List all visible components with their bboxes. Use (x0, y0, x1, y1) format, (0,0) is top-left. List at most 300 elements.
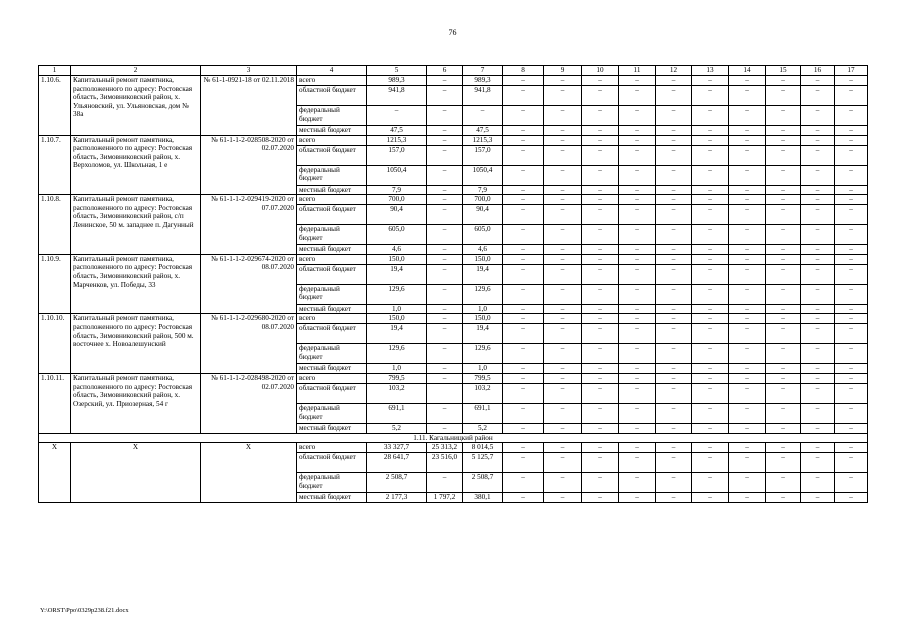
value-col-11: – (619, 423, 656, 433)
value-col-6: – (427, 314, 463, 324)
value-col-11: – (619, 126, 656, 136)
funding-source: всего (297, 254, 367, 264)
value-col-6: – (427, 364, 463, 374)
value-col-15: – (766, 314, 801, 324)
object-name: Х (71, 443, 201, 503)
value-col-12: – (656, 264, 692, 284)
value-col-6: – (427, 264, 463, 284)
value-col-5: 605,0 (367, 225, 427, 245)
value-col-9: – (544, 304, 582, 314)
header-col-3: 3 (201, 66, 297, 76)
value-col-5: 28 641,7 (367, 453, 427, 473)
value-col-9: – (544, 245, 582, 255)
value-col-11: – (619, 304, 656, 314)
value-col-16: – (801, 86, 835, 106)
value-col-11: – (619, 364, 656, 374)
value-col-11: – (619, 254, 656, 264)
document-ref: № 61-1-1-2-029680-2020 от 08.07.2020 (201, 314, 297, 374)
value-col-9: – (544, 165, 582, 185)
value-col-13: – (692, 225, 729, 245)
value-col-16: – (801, 225, 835, 245)
value-col-7: 47,5 (463, 126, 503, 136)
value-col-9: – (544, 453, 582, 473)
value-col-8: – (503, 493, 544, 503)
value-col-7: 5,2 (463, 423, 503, 433)
value-col-9: – (544, 403, 582, 423)
value-col-6: – (427, 195, 463, 205)
value-col-16: – (801, 185, 835, 195)
value-col-13: – (692, 245, 729, 255)
value-col-6: – (427, 254, 463, 264)
funding-source: местный бюджет (297, 423, 367, 433)
value-col-12: – (656, 324, 692, 344)
section-title: 1.11. Кагальницкий район (39, 433, 868, 443)
value-col-6: – (427, 126, 463, 136)
value-col-15: – (766, 373, 801, 383)
value-col-5: – (367, 106, 427, 126)
header-col-7: 7 (463, 66, 503, 76)
value-col-13: – (692, 324, 729, 344)
value-col-5: 90,4 (367, 205, 427, 225)
value-col-12: – (656, 225, 692, 245)
value-col-5: 941,8 (367, 86, 427, 106)
funding-source: областной бюджет (297, 86, 367, 106)
value-col-6: – (427, 205, 463, 225)
value-col-11: – (619, 165, 656, 185)
value-col-16: – (801, 135, 835, 145)
value-col-12: – (656, 145, 692, 165)
value-col-10: – (582, 304, 619, 314)
value-col-9: – (544, 106, 582, 126)
value-col-5: 2 177,3 (367, 493, 427, 503)
value-col-8: – (503, 443, 544, 453)
value-col-15: – (766, 86, 801, 106)
value-col-5: 150,0 (367, 254, 427, 264)
value-col-17: – (835, 145, 868, 165)
value-col-8: – (503, 314, 544, 324)
value-col-16: – (801, 145, 835, 165)
value-col-17: – (835, 185, 868, 195)
value-col-12: – (656, 205, 692, 225)
funding-source: областной бюджет (297, 324, 367, 344)
page-number: 76 (448, 28, 457, 37)
value-col-12: – (656, 304, 692, 314)
value-col-7: 8 014,5 (463, 443, 503, 453)
value-col-14: – (729, 423, 766, 433)
value-col-7: 941,8 (463, 86, 503, 106)
document-ref: № 61-1-1-2-029674-2020 от 08.07.2020 (201, 254, 297, 314)
funding-source: всего (297, 373, 367, 383)
value-col-17: – (835, 403, 868, 423)
value-col-10: – (582, 126, 619, 136)
value-col-15: – (766, 205, 801, 225)
header-col-17: 17 (835, 66, 868, 76)
value-col-7: 989,3 (463, 76, 503, 86)
value-col-10: – (582, 106, 619, 126)
funding-source: местный бюджет (297, 364, 367, 374)
value-col-15: – (766, 165, 801, 185)
document-ref: № 61-1-1-2-029419-2020 от 07.07.2020 (201, 195, 297, 255)
section-row (39, 433, 868, 443)
value-col-17: – (835, 373, 868, 383)
value-col-16: – (801, 205, 835, 225)
value-col-11: – (619, 225, 656, 245)
value-col-11: – (619, 314, 656, 324)
value-col-15: – (766, 106, 801, 126)
header-col-14: 14 (729, 66, 766, 76)
value-col-12: – (656, 165, 692, 185)
value-col-7: 4,6 (463, 245, 503, 255)
document-ref: Х (201, 443, 297, 503)
value-col-8: – (503, 126, 544, 136)
value-col-10: – (582, 284, 619, 304)
table-row (39, 135, 868, 145)
value-col-14: – (729, 145, 766, 165)
value-col-16: – (801, 473, 835, 493)
value-col-11: – (619, 284, 656, 304)
value-col-7: 129,6 (463, 344, 503, 364)
value-col-8: – (503, 106, 544, 126)
value-col-10: – (582, 344, 619, 364)
value-col-16: – (801, 126, 835, 136)
value-col-12: – (656, 284, 692, 304)
value-col-12: – (656, 254, 692, 264)
value-col-10: – (582, 264, 619, 284)
value-col-8: – (503, 165, 544, 185)
value-col-9: – (544, 373, 582, 383)
value-col-8: – (503, 324, 544, 344)
value-col-9: – (544, 135, 582, 145)
value-col-16: – (801, 76, 835, 86)
value-col-8: – (503, 304, 544, 314)
value-col-15: – (766, 304, 801, 314)
value-col-9: – (544, 205, 582, 225)
value-col-16: – (801, 364, 835, 374)
value-col-12: – (656, 126, 692, 136)
value-col-10: – (582, 205, 619, 225)
value-col-5: 7,9 (367, 185, 427, 195)
value-col-7: 19,4 (463, 324, 503, 344)
value-col-14: – (729, 443, 766, 453)
value-col-10: – (582, 423, 619, 433)
funding-source: местный бюджет (297, 185, 367, 195)
object-name: Капитальный ремонт памятника, расположенного по адресу: Ростовская область, Зимовниковский район, х. Верхоломов, ул. Школьная, 1 е (71, 135, 201, 195)
value-col-9: – (544, 86, 582, 106)
value-col-11: – (619, 106, 656, 126)
funding-source: всего (297, 314, 367, 324)
row-number: 1.10.6. (39, 76, 71, 136)
value-col-8: – (503, 86, 544, 106)
value-col-13: – (692, 314, 729, 324)
value-col-14: – (729, 254, 766, 264)
value-col-5: 129,6 (367, 284, 427, 304)
value-col-9: – (544, 225, 582, 245)
value-col-11: – (619, 76, 656, 86)
value-col-17: – (835, 344, 868, 364)
value-col-9: – (544, 185, 582, 195)
value-col-14: – (729, 403, 766, 423)
value-col-7: – (463, 106, 503, 126)
value-col-6: – (427, 225, 463, 245)
value-col-9: – (544, 324, 582, 344)
value-col-6: – (427, 145, 463, 165)
document-ref: № 61-1-1-2-028498-2020 от 02.07.2020 (201, 373, 297, 433)
header-row (39, 66, 868, 76)
value-col-14: – (729, 493, 766, 503)
value-col-9: – (544, 195, 582, 205)
funding-source: областной бюджет (297, 205, 367, 225)
value-col-5: 103,2 (367, 383, 427, 403)
value-col-16: – (801, 324, 835, 344)
value-col-17: – (835, 135, 868, 145)
value-col-7: 129,6 (463, 284, 503, 304)
value-col-10: – (582, 373, 619, 383)
object-name: Капитальный ремонт памятника, расположенного по адресу: Ростовская область, Зимовниковский район, х. Марченков, ул. Победы, 33 (71, 254, 201, 314)
value-col-17: – (835, 383, 868, 403)
value-col-13: – (692, 383, 729, 403)
value-col-5: 989,3 (367, 76, 427, 86)
value-col-17: – (835, 423, 868, 433)
value-col-14: – (729, 373, 766, 383)
value-col-8: – (503, 225, 544, 245)
value-col-17: – (835, 364, 868, 374)
value-col-10: – (582, 453, 619, 473)
value-col-7: 380,1 (463, 493, 503, 503)
funding-source: федеральный бюджет (297, 473, 367, 493)
funding-source: федеральный бюджет (297, 165, 367, 185)
value-col-8: – (503, 185, 544, 195)
value-col-5: 129,6 (367, 344, 427, 364)
funding-source: всего (297, 195, 367, 205)
value-col-14: – (729, 304, 766, 314)
value-col-8: – (503, 205, 544, 225)
value-col-12: – (656, 383, 692, 403)
value-col-11: – (619, 135, 656, 145)
value-col-13: – (692, 264, 729, 284)
value-col-13: – (692, 106, 729, 126)
header-col-15: 15 (766, 66, 801, 76)
value-col-16: – (801, 254, 835, 264)
value-col-17: – (835, 126, 868, 136)
table-row (39, 254, 868, 264)
value-col-17: – (835, 76, 868, 86)
value-col-7: 150,0 (463, 254, 503, 264)
funding-source: местный бюджет (297, 304, 367, 314)
value-col-7: 157,0 (463, 145, 503, 165)
header-col-1: 1 (39, 66, 71, 76)
value-col-5: 799,5 (367, 373, 427, 383)
value-col-10: – (582, 254, 619, 264)
value-col-8: – (503, 473, 544, 493)
value-col-15: – (766, 135, 801, 145)
funding-source: федеральный бюджет (297, 284, 367, 304)
value-col-6: – (427, 76, 463, 86)
value-col-5: 1,0 (367, 364, 427, 374)
value-col-7: 7,9 (463, 185, 503, 195)
value-col-9: – (544, 473, 582, 493)
value-col-8: – (503, 453, 544, 473)
value-col-9: – (544, 344, 582, 364)
header-col-13: 13 (692, 66, 729, 76)
value-col-9: – (544, 126, 582, 136)
funding-source: местный бюджет (297, 245, 367, 255)
value-col-7: 90,4 (463, 205, 503, 225)
funding-source: областной бюджет (297, 453, 367, 473)
value-col-7: 1,0 (463, 364, 503, 374)
value-col-8: – (503, 76, 544, 86)
value-col-15: – (766, 403, 801, 423)
value-col-15: – (766, 284, 801, 304)
value-col-8: – (503, 254, 544, 264)
value-col-5: 4,6 (367, 245, 427, 255)
value-col-14: – (729, 284, 766, 304)
value-col-11: – (619, 264, 656, 284)
value-col-15: – (766, 254, 801, 264)
value-col-16: – (801, 344, 835, 364)
value-col-13: – (692, 86, 729, 106)
value-col-14: – (729, 135, 766, 145)
funding-source: всего (297, 443, 367, 453)
value-col-12: – (656, 195, 692, 205)
value-col-11: – (619, 324, 656, 344)
value-col-12: – (656, 373, 692, 383)
value-col-13: – (692, 473, 729, 493)
value-col-15: – (766, 344, 801, 364)
value-col-14: – (729, 86, 766, 106)
value-col-14: – (729, 344, 766, 364)
value-col-10: – (582, 383, 619, 403)
value-col-8: – (503, 264, 544, 284)
value-col-10: – (582, 86, 619, 106)
value-col-12: – (656, 86, 692, 106)
value-col-17: – (835, 304, 868, 314)
value-col-5: 150,0 (367, 314, 427, 324)
value-col-6: – (427, 106, 463, 126)
object-name: Капитальный ремонт памятника, расположенного по адресу: Ростовская область, Зимовниковский район, х. Озерский, ул. Приозерная, 54 г (71, 373, 201, 433)
value-col-13: – (692, 344, 729, 364)
value-col-17: – (835, 86, 868, 106)
header-col-11: 11 (619, 66, 656, 76)
value-col-14: – (729, 324, 766, 344)
value-col-11: – (619, 473, 656, 493)
value-col-6: – (427, 304, 463, 314)
value-col-7: 103,2 (463, 383, 503, 403)
header-col-4: 4 (297, 66, 367, 76)
value-col-7: 2 508,7 (463, 473, 503, 493)
value-col-17: – (835, 284, 868, 304)
value-col-15: – (766, 264, 801, 284)
value-col-5: 1050,4 (367, 165, 427, 185)
value-col-6: – (427, 165, 463, 185)
funding-source: федеральный бюджет (297, 344, 367, 364)
value-col-14: – (729, 453, 766, 473)
value-col-9: – (544, 423, 582, 433)
value-col-14: – (729, 185, 766, 195)
value-col-15: – (766, 245, 801, 255)
value-col-6: – (427, 245, 463, 255)
funding-source: федеральный бюджет (297, 403, 367, 423)
footer-path: Y:\ORST\Ppo\0329p238.f21.docx (40, 607, 129, 614)
value-col-11: – (619, 403, 656, 423)
value-col-11: – (619, 195, 656, 205)
value-col-17: – (835, 254, 868, 264)
value-col-6: – (427, 403, 463, 423)
funding-source: областной бюджет (297, 264, 367, 284)
value-col-5: 1215,3 (367, 135, 427, 145)
value-col-8: – (503, 145, 544, 165)
value-col-16: – (801, 245, 835, 255)
value-col-13: – (692, 145, 729, 165)
value-col-16: – (801, 403, 835, 423)
value-col-5: 1,0 (367, 304, 427, 314)
value-col-15: – (766, 423, 801, 433)
value-col-7: 1,0 (463, 304, 503, 314)
row-number: Х (39, 443, 71, 503)
value-col-11: – (619, 344, 656, 364)
table-row (39, 314, 868, 324)
row-number: 1.10.11. (39, 373, 71, 433)
value-col-15: – (766, 126, 801, 136)
value-col-14: – (729, 106, 766, 126)
value-col-10: – (582, 443, 619, 453)
value-col-8: – (503, 423, 544, 433)
value-col-12: – (656, 364, 692, 374)
value-col-13: – (692, 453, 729, 473)
row-number: 1.10.8. (39, 195, 71, 255)
value-col-12: – (656, 473, 692, 493)
value-col-8: – (503, 403, 544, 423)
value-col-14: – (729, 383, 766, 403)
value-col-13: – (692, 205, 729, 225)
value-col-6: – (427, 344, 463, 364)
object-name: Капитальный ремонт памятника, расположенного по адресу: Ростовская область, Зимовниковский район, х. Ульяновский, ул. Ульяновская, дом № 38а (71, 76, 201, 136)
value-col-13: – (692, 373, 729, 383)
value-col-16: – (801, 314, 835, 324)
value-col-16: – (801, 443, 835, 453)
value-col-5: 19,4 (367, 324, 427, 344)
value-col-10: – (582, 314, 619, 324)
value-col-6: 23 516,0 (427, 453, 463, 473)
value-col-7: 19,4 (463, 264, 503, 284)
funding-source: всего (297, 135, 367, 145)
value-col-14: – (729, 126, 766, 136)
value-col-9: – (544, 76, 582, 86)
value-col-9: – (544, 264, 582, 284)
value-col-13: – (692, 284, 729, 304)
value-col-14: – (729, 364, 766, 374)
value-col-7: 691,1 (463, 403, 503, 423)
value-col-10: – (582, 195, 619, 205)
value-col-7: 799,5 (463, 373, 503, 383)
value-col-17: – (835, 225, 868, 245)
value-col-8: – (503, 195, 544, 205)
table-row (39, 443, 868, 453)
funding-source: федеральный бюджет (297, 106, 367, 126)
value-col-6: – (427, 135, 463, 145)
value-col-17: – (835, 106, 868, 126)
value-col-5: 33 327,7 (367, 443, 427, 453)
value-col-11: – (619, 453, 656, 473)
value-col-14: – (729, 264, 766, 284)
value-col-12: – (656, 314, 692, 324)
value-col-14: – (729, 473, 766, 493)
value-col-17: – (835, 195, 868, 205)
value-col-15: – (766, 324, 801, 344)
value-col-13: – (692, 364, 729, 374)
value-col-6: – (427, 86, 463, 106)
header-col-6: 6 (427, 66, 463, 76)
value-col-6: – (427, 423, 463, 433)
